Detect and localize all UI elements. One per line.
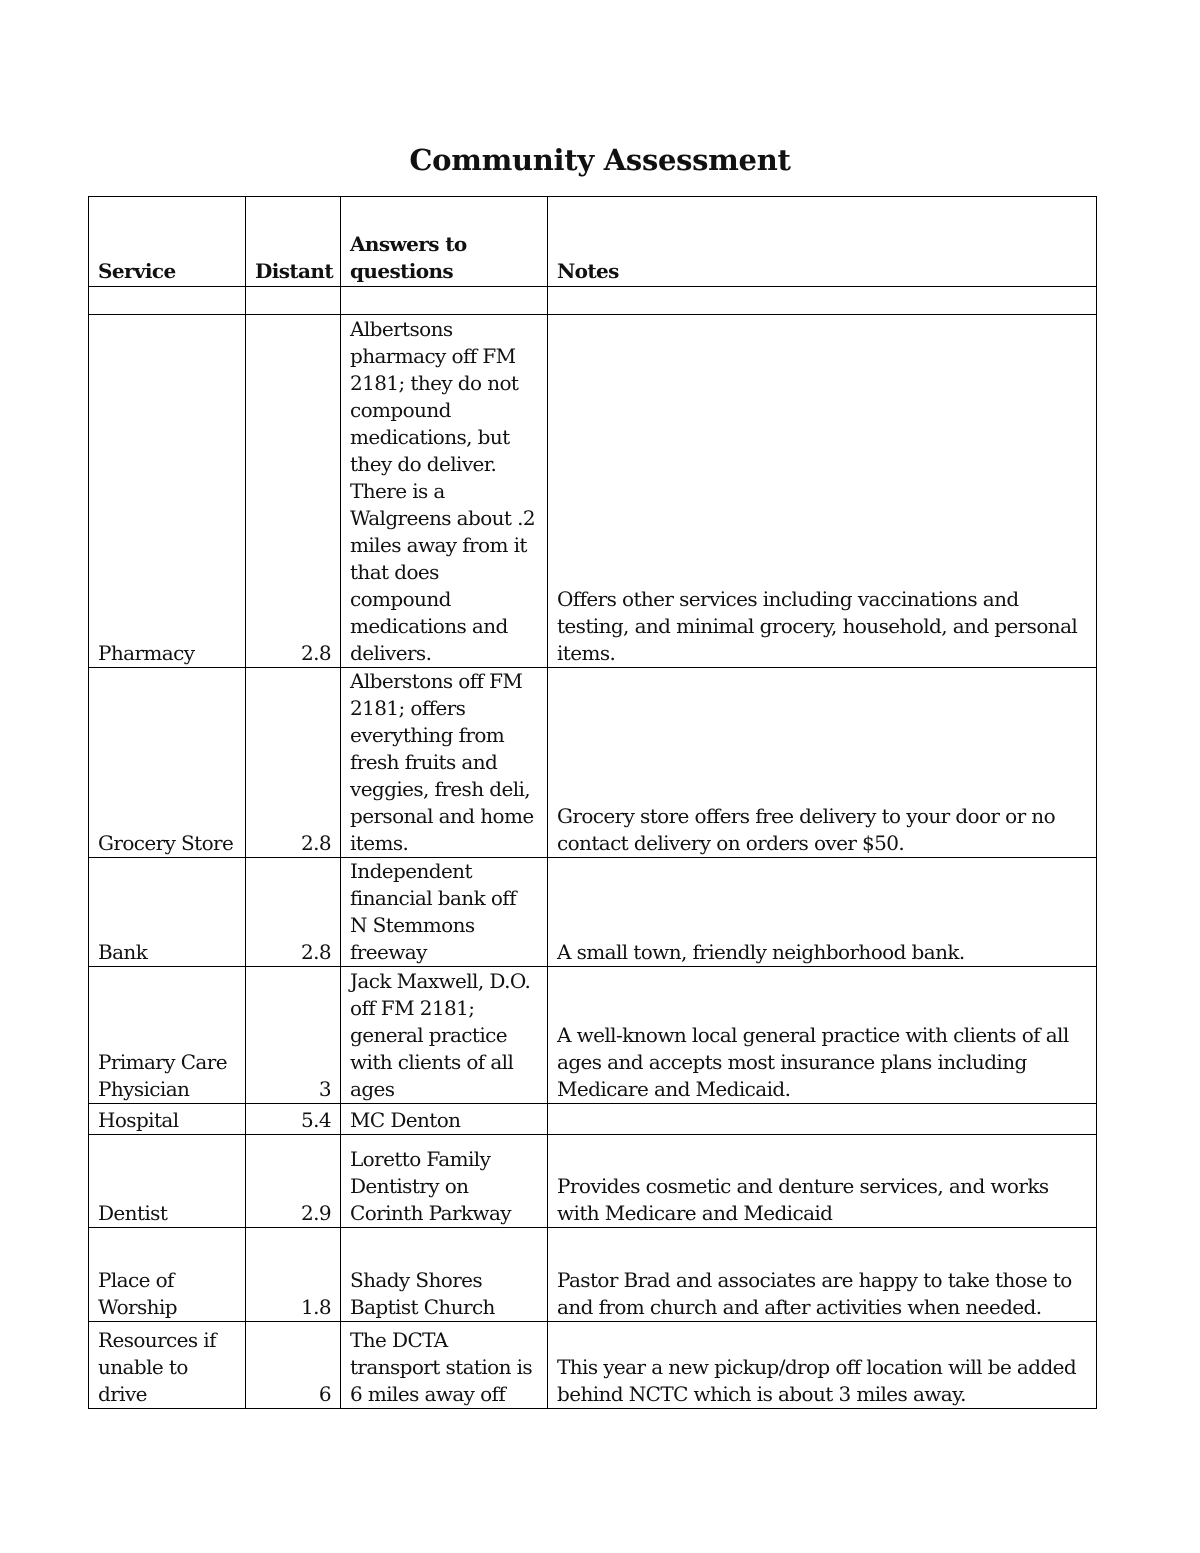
answer-cell: Albertsons pharmacy off FM 2181; they do not compound medications, but they do deliver. There is a Walgreens about .2 miles away from it that does compound medications and delivers.	[341, 315, 548, 668]
distance-cell: 5.4	[246, 1104, 341, 1135]
header-notes: Notes	[548, 197, 1097, 287]
table-row	[89, 668, 1097, 858]
distance-cell: 2.8	[246, 315, 341, 668]
distance-cell: 2.8	[246, 668, 341, 858]
community-assessment-table	[88, 196, 1097, 1409]
notes-cell: Provides cosmetic and denture services, and works with Medicare and Medicaid	[548, 1135, 1097, 1228]
distance-cell: 6	[246, 1322, 341, 1409]
service-cell: Place of Worship	[89, 1228, 246, 1322]
notes-cell: Pastor Brad and associates are happy to take those to and from church and after activities when needed.	[548, 1228, 1097, 1322]
answer-cell: Loretto Family Dentistry on Corinth Parkway	[341, 1135, 548, 1228]
table-header-row	[89, 197, 1097, 287]
table-row	[89, 315, 1097, 668]
answer-cell: MC Denton	[341, 1104, 548, 1135]
service-cell: Grocery Store	[89, 668, 246, 858]
answer-cell: Jack Maxwell, D.O. off FM 2181; general practice with clients of all ages	[341, 967, 548, 1104]
answer-cell: Independent financial bank off N Stemmons freeway	[341, 858, 548, 967]
blank-row	[89, 287, 1097, 315]
header-answers: Answers to questions	[341, 197, 548, 287]
table-row	[89, 1135, 1097, 1228]
header-service: Service	[89, 197, 246, 287]
service-cell: Hospital	[89, 1104, 246, 1135]
table-row	[89, 1322, 1097, 1409]
service-cell: Pharmacy	[89, 315, 246, 668]
table-row	[89, 967, 1097, 1104]
service-cell: Primary Care Physician	[89, 967, 246, 1104]
notes-cell: A well-known local general practice with clients of all ages and accepts most insurance plans including Medicare and Medicaid.	[548, 967, 1097, 1104]
distance-cell: 3	[246, 967, 341, 1104]
service-cell: Resources if unable to drive	[89, 1322, 246, 1409]
notes-cell: Offers other services including vaccinations and testing, and minimal grocery, household, and personal items.	[548, 315, 1097, 668]
table-row	[89, 858, 1097, 967]
distance-cell: 2.9	[246, 1135, 341, 1228]
page-title: Community Assessment	[409, 143, 791, 177]
distance-cell: 1.8	[246, 1228, 341, 1322]
notes-cell: Grocery store offers free delivery to your door or no contact delivery on orders over $50.	[548, 668, 1097, 858]
table-row	[89, 1228, 1097, 1322]
distance-cell: 2.8	[246, 858, 341, 967]
service-cell: Bank	[89, 858, 246, 967]
answer-cell: The DCTA transport station is 6 miles away off	[341, 1322, 548, 1409]
notes-cell: A small town, friendly neighborhood bank.	[548, 858, 1097, 967]
notes-cell	[548, 1104, 1097, 1135]
answer-cell: Shady Shores Baptist Church	[341, 1228, 548, 1322]
header-distance: Distant	[246, 197, 341, 287]
answer-cell: Alberstons off FM 2181; offers everything from fresh fruits and veggies, fresh deli, personal and home items.	[341, 668, 548, 858]
notes-cell: This year a new pickup/drop off location will be added behind NCTC which is about 3 miles away.	[548, 1322, 1097, 1409]
service-cell: Dentist	[89, 1135, 246, 1228]
table-row	[89, 1104, 1097, 1135]
